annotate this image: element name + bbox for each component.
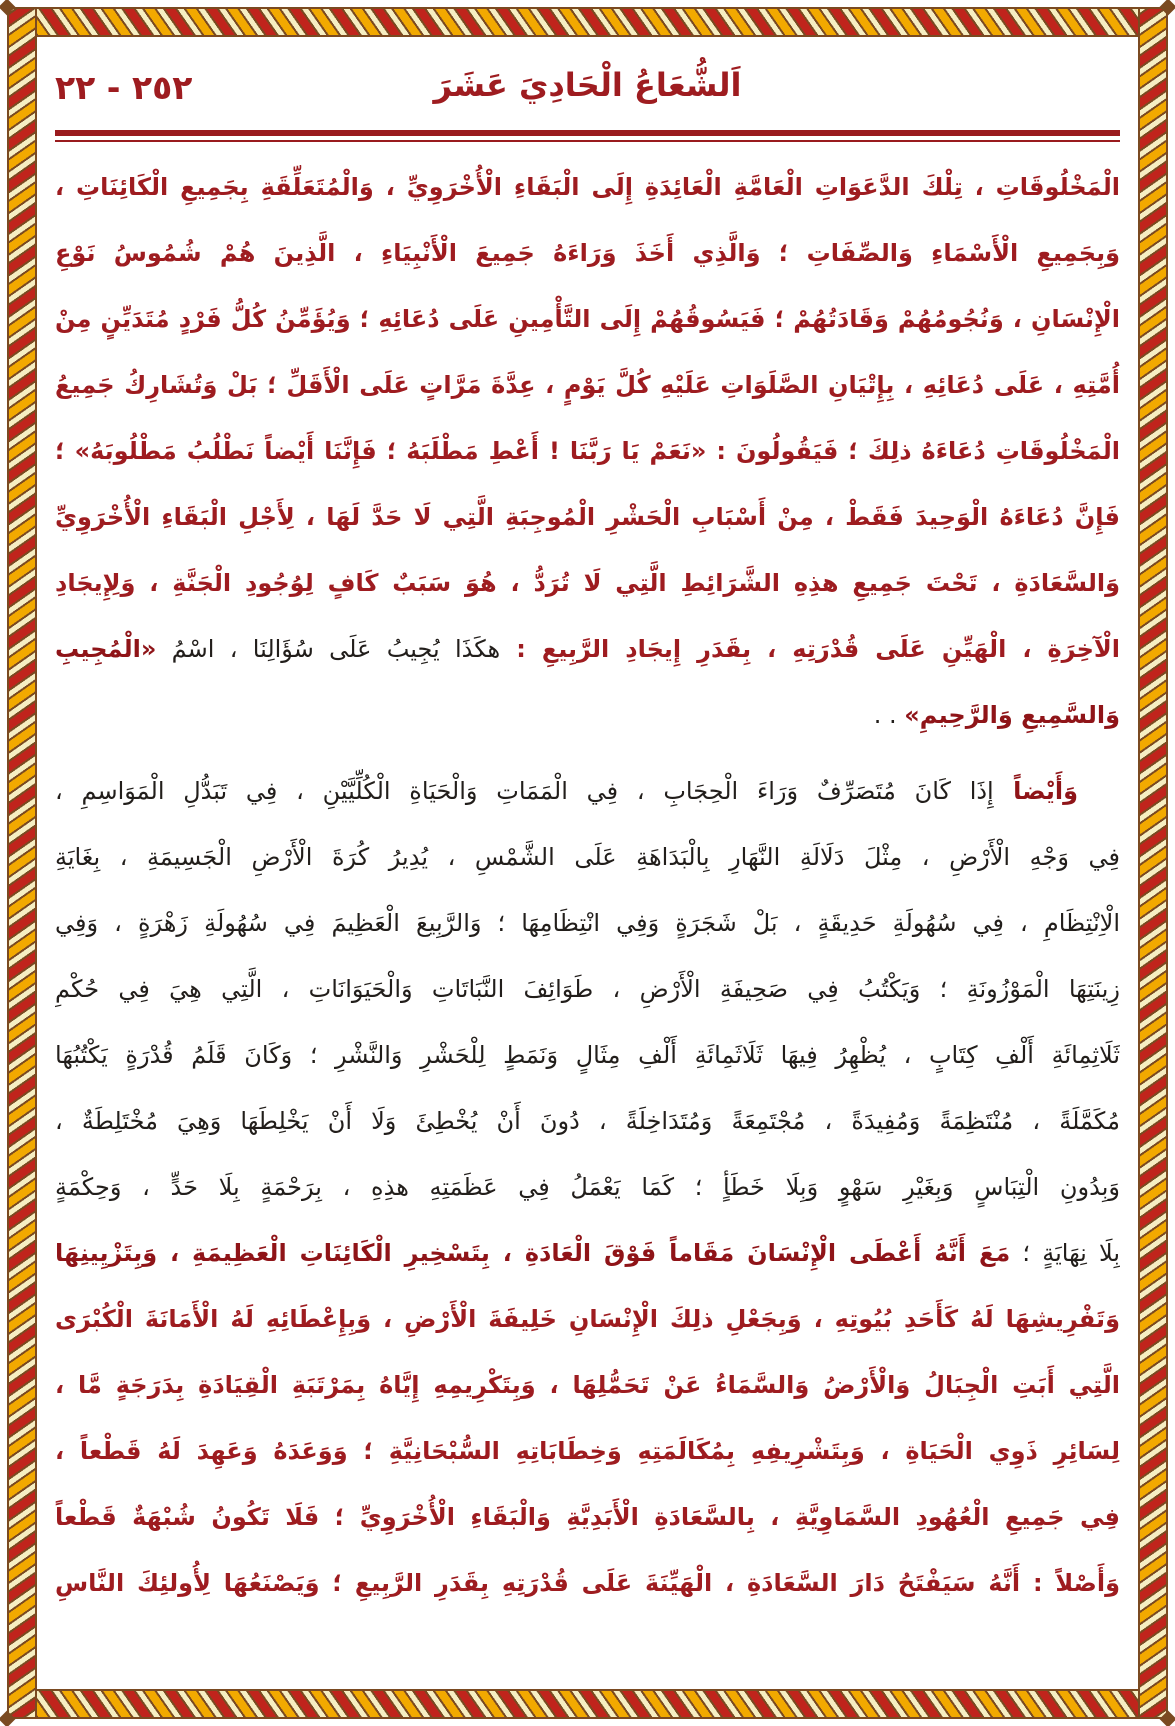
- frame-border-right: [1138, 7, 1168, 1719]
- text-run: زِينَتِهَا الْمَوْزُونَةِ ؛ وَيَكْتُبُ فِي صَحِيفَةِ الْأَرْضِ ، طَوَائِفَ النَّبَاتَاتِ وَالْحَيَوَانَاتِ ، الَّتِي هِيَ فِي حُكْمِ: [55, 975, 1120, 1003]
- text-line: [55, 956, 1120, 1022]
- text-run: الْاِنْتِظَامِ ، فِي سُهُولَةِ حَدِيقَةٍ ، بَلْ شَجَرَةٍ وَفِي انْتِظَامِهَا ؛ وَالرَّبِيعَ الْعَظِيمَ فِي سُهُولَةِ زَهْرَةٍ ، وَفِي: [55, 909, 1120, 937]
- text-line: [55, 1154, 1120, 1220]
- text-run: وَالسَّعَادَةِ ، تَحْتَ جَمِيعِ هذِهِ الشَّرَائِطِ الَّتِي لَا تُرَدُّ ، هُوَ سَبَبٌ كَافٍ لِوُجُودِ الْجَنَّةِ ، وَلِإِيجَادِ: [55, 569, 1120, 597]
- text-line: [55, 1418, 1120, 1484]
- text-line: [55, 484, 1120, 550]
- text-run: ثَلَاثِمِائَةِ أَلْفِ كِتَابٍ ، يُظْهِرُ فِيهَا ثَلَاثَمِائَةِ أَلْفِ مِثَالٍ وَنَمَطٍ لِلْحَشْرِ وَالنَّشْرِ ؛ وَكَانَ قَلَمُ قُدْرَةٍ يَكْتُبُهَا: [55, 1041, 1120, 1069]
- text-line: [55, 1220, 1120, 1286]
- text-line: [55, 758, 1120, 824]
- text-line: [55, 1022, 1120, 1088]
- text-run: فِي وَجْهِ الْأَرْضِ ، مِثْلَ دَلَالَةِ النَّهَارِ بِالْبَدَاهَةِ عَلَى الشَّمْسِ ، يُدِيرُ كُرَةَ الْأَرْضِ الْجَسِيمَةِ ، بِغَايَةِ: [55, 843, 1120, 871]
- text-run: وَأَيْضاً: [993, 777, 1079, 805]
- text-run: مُكَمَّلَةً ، مُنْتَظِمَةً وَمُفِيدَةً ، مُجْتَمِعَةً وَمُتَدَاخِلَةً ، دُونَ أَنْ يُخْطِئَ وَلَا أَنْ يَخْلِطَهَا وَهِيَ مُخْتَلِطَةٌ ،: [55, 1107, 1120, 1135]
- text-run: الْمَخْلُوقَاتِ ، تِلْكَ الدَّعَوَاتِ الْعَامَّةِ الْعَائِدَةِ إِلَى الْبَقَاءِ الْأُخْرَوِيِّ ، وَالْمُتَعَلِّقَةِ بِجَمِيعِ الْكَائِنَاتِ ،: [55, 173, 1120, 201]
- text-run: هكَذَا يُجِيبُ عَلَى سُؤَالِنَا ، اسْمُ: [156, 635, 501, 663]
- text-line: [55, 1286, 1120, 1352]
- text-line: [55, 682, 1120, 748]
- text-run: وَأَصْلاً : أَنَّهُ سَيَفْتَحُ دَارَ السَّعَادَةِ ، الْهَيِّنَةَ عَلَى قُدْرَتِهِ بِقَدَرِ الرَّبِيعِ ؛ وَيَصْنَعُهَا لِأُولئِكَ النَّاسِ: [55, 1569, 1120, 1597]
- text-line: [55, 286, 1120, 352]
- text-run: الْمَخْلُوقَاتِ دُعَاءَهُ ذلِكَ ؛ فَيَقُولُونَ : «نَعَمْ يَا رَبَّنَا ! أَعْطِ مَطْلَبَهُ ؛ فَإِنَّنَا أَيْضاً نَطْلُبُ مَطْلُوبَهُ» ؛: [55, 437, 1120, 465]
- text-run: بِلَا نِهَايَةٍ ؛: [1010, 1239, 1120, 1267]
- text-line: [55, 1088, 1120, 1154]
- text-run: وَتَفْرِيشِهَا لَهُ كَأَحَدِ بُيُوتِهِ ، وَبِجَعْلِ ذلِكَ الْإِنْسَانِ خَلِيفَةَ الْأَرْضِ ، وَبِإِعْطَائِهِ لَهُ الْأَمَانَةَ الْكُبْرَى: [55, 1305, 1120, 1333]
- text-run: الْآخِرَةِ ، الْهَيِّنِ عَلَى قُدْرَتِهِ ، بِقَدَرِ إِيجَادِ الرَّبِيعِ :: [500, 635, 1120, 663]
- text-line: [55, 1550, 1120, 1616]
- text-run: «الْمُجِيبِ: [55, 635, 157, 663]
- page-header: [55, 52, 1120, 130]
- text-line: [55, 890, 1120, 956]
- frame-border-bottom: [7, 1689, 1168, 1719]
- text-run: أُمَّتِهِ ، عَلَى دُعَائِهِ ، بِإِتْيَانِ الصَّلَوَاتِ عَلَيْهِ كُلَّ يَوْمٍ ، عِدَّةَ مَرَّاتٍ عَلَى الْأَقَلِّ ؛ بَلْ وَتُشَارِكُ جَمِيعُ: [55, 371, 1120, 399]
- text-line: [55, 154, 1120, 220]
- text-run: فَإِنَّ دُعَاءَهُ الْوَحِيدَ فَقَطْ ، مِنْ أَسْبَابِ الْحَشْرِ الْمُوجِبَةِ الَّتِي لَا حَدَّ لَهَا ، لِأَجْلِ الْبَقَاءِ الْأُخْرَوِيِّ: [55, 503, 1120, 531]
- text-line: [55, 1484, 1120, 1550]
- text-run: وَبِجَمِيعِ الْأَسْمَاءِ وَالصِّفَاتِ ؛ وَالَّذِي أَخَذَ وَرَاءَهُ جَمِيعَ الْأَنْبِيَاءِ ، الَّذِينَ هُمْ شُمُوسُ نَوْعِ: [55, 239, 1120, 267]
- text-line: [55, 1352, 1120, 1418]
- text-line: [55, 418, 1120, 484]
- text-run: مَعَ أَنَّهُ أَعْطَى الْإِنْسَانَ مَقَاماً فَوْقَ الْعَادَةِ ، بِتَسْخِيرِ الْكَائِنَاتِ الْعَظِيمَةِ ، وَبِتَزْيِينِهَا: [55, 1239, 1011, 1267]
- body-text: [55, 148, 1120, 1616]
- frame-border-left: [7, 7, 37, 1719]
- header-divider-rule: [55, 130, 1120, 142]
- text-run: الْإِنْسَانِ ، وَنُجُومُهُمْ وَقَادَتُهُمْ ؛ فَيَسُوقُهُمْ إِلَى التَّأْمِينِ عَلَى دُعَائِهِ ؛ وَيُؤَمِّنُ كُلُّ فَرْدٍ مُتَدَيِّنٍ مِنْ: [55, 305, 1120, 333]
- text-run: لِسَائِرِ ذَوِي الْحَيَاةِ ، وَبِتَشْرِيفِهِ بِمُكَالَمَتِهِ وَخِطَابَاتِهِ السُّبْحَانِيَّةِ ؛ وَوَعَدَهُ وَعَهِدَ لَهُ قَطْعاً ،: [55, 1437, 1120, 1465]
- text-run: فِي جَمِيعِ الْعُهُودِ السَّمَاوِيَّةِ ، بِالسَّعَادَةِ الْأَبَدِيَّةِ وَالْبَقَاءِ الْأُخْرَوِيِّ ؛ فَلَا تَكُونُ شُبْهَةٌ قَطْعاً: [55, 1503, 1120, 1531]
- page-content: [55, 52, 1120, 1678]
- text-run: . .: [873, 701, 905, 729]
- page-number: ٢٥٢ - ٢٢: [55, 68, 193, 107]
- text-line: [55, 824, 1120, 890]
- text-line: [55, 352, 1120, 418]
- text-run: وَالسَّمِيعِ وَالرَّحِيمِ»: [904, 701, 1120, 729]
- text-run: إِذَا كَانَ مُتَصَرِّفٌ وَرَاءَ الْحِجَابِ ، فِي الْمَمَاتِ وَالْحَيَاةِ الْكُلِّيَّيْنِ ، فِي تَبَدُّلِ الْمَوَاسِمِ ،: [55, 777, 994, 805]
- text-line: [55, 220, 1120, 286]
- frame-border-top: [7, 7, 1168, 37]
- text-run: وَبِدُونِ الْتِبَاسٍ وَبِغَيْرِ سَهْوٍ وَبِلَا خَطَأٍ ؛ كَمَا يَعْمَلُ فِي عَظَمَتِهِ هذِهِ ، بِرَحْمَةٍ بِلَا حَدٍّ ، وَحِكْمَةٍ: [55, 1173, 1120, 1201]
- page-title: اَلشُّعَاعُ الْحَادِيَ عَشَرَ: [433, 66, 742, 104]
- text-line: [55, 616, 1120, 682]
- text-run: الَّتِي أَبَتِ الْجِبَالُ وَالْأَرْضُ وَالسَّمَاءُ عَنْ تَحَمُّلِهَا ، وَبِتَكْرِيمِهِ إِيَّاهُ بِمَرْتَبَةِ الْقِيَادَةِ بِدَرَجَةٍ مَّا ،: [55, 1371, 1120, 1399]
- text-line: [55, 550, 1120, 616]
